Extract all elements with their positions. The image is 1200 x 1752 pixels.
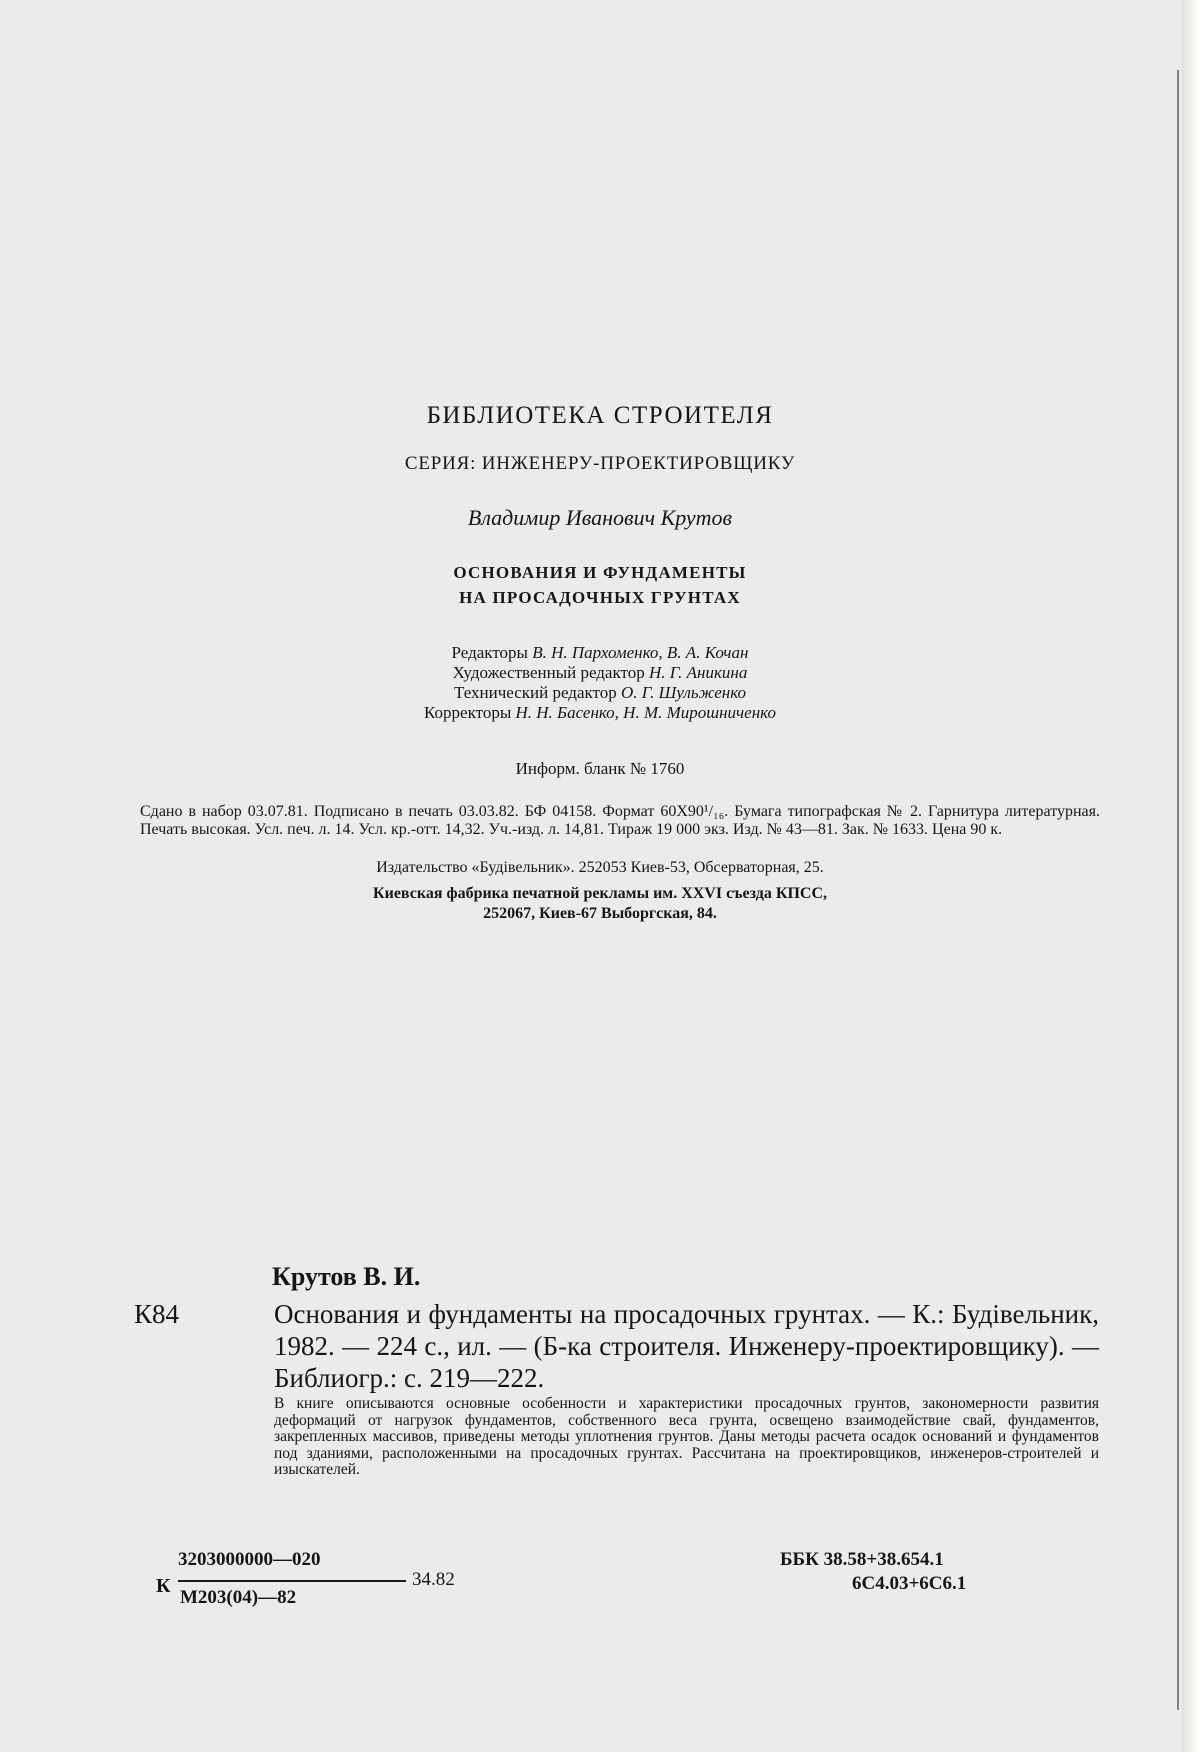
credit-role: Художественный редактор xyxy=(452,663,645,682)
credit-line xyxy=(120,643,1080,663)
credit-names: В. Н. Пархоменко, В. А. Кочан xyxy=(532,643,749,662)
catalog-author: Крутов В. И. xyxy=(272,1262,421,1291)
credit-names: Н. Г. Аникина xyxy=(648,663,748,682)
credit-role: Корректоры xyxy=(424,703,512,722)
credit-line xyxy=(120,703,1080,723)
book-title-line1: ОСНОВАНИЯ И ФУНДАМЕНТЫ xyxy=(453,563,747,582)
catalog-description: Основания и фундаменты на просадочных грунтах. — К.: Будівельник, 1982. — 224 с., ил. — (Б-ка строителя. Инженеру-проектировщику). — Библиогр.: с. 219—222. xyxy=(274,1299,1099,1393)
series-subtitle: СЕРИЯ: ИНЖЕНЕРУ-ПРОЕКТИРОВЩИКУ xyxy=(404,453,796,474)
index-denominator: М203(04)—82 xyxy=(180,1587,297,1608)
credit-role: Редакторы xyxy=(451,643,528,662)
publisher-line: Издательство «Будівельник». 252053 Киев-53, Обсерваторная, 25. xyxy=(376,859,824,876)
index-letter: К xyxy=(156,1575,171,1597)
printer-line1: Киевская фабрика печатной рекламы им. XXVI съезда КПСС, xyxy=(373,885,827,902)
book-title-line2: НА ПРОСАДОЧНЫХ ГРУНТАХ xyxy=(459,588,741,607)
bbk-line2: 6С4.03+6С6.1 xyxy=(852,1573,967,1594)
bbk-line1: ББК 38.58+38.654.1 xyxy=(780,1549,944,1570)
imprint-details: Сдано в набор 03.07.81. Подписано в печать 03.03.82. БФ 04158. Формат 60Х90¹/₁₆. Бумага типографская № 2. Гарнитура литературная. Печать высокая. Усл. печ. л. 14. Усл. кр.-отт. 14,32. Уч.-изд. л. 14,81. Тираж 19 000 экз. Изд. № 43—81. Зак. № 1633. Цена 90 к. xyxy=(140,803,1100,838)
printer-line2: 252067, Киев-67 Выборгская, 84. xyxy=(483,905,717,922)
inform-blank: Информ. бланк № 1760 xyxy=(515,759,685,778)
catalog-code: К84 xyxy=(134,1299,180,1329)
index-price-code: 34.82 xyxy=(412,1569,455,1590)
credits-block xyxy=(120,643,1080,723)
catalog-annotation: В книге описываются основные особенности и характеристики просадочных грунтов, закономерности развития деформаций от нагрузок фундаментов, собственного веса грунта, освещено взаимодействие свай, фундаментов, закрепленных массивов, приведены методы уплотнения грунтов. Даны методы расчета осадок оснований и фундаментов под зданиями, расположенными на просадочных грунтах. Рассчитана на проектировщиков, инженеров-строителей и изыскателей. xyxy=(274,1395,1099,1478)
series-title: БИБЛИОТЕКА СТРОИТЕЛЯ xyxy=(426,402,774,429)
page-binding-line xyxy=(1177,70,1179,1710)
credit-line xyxy=(120,663,1080,683)
credit-names: О. Г. Шульженко xyxy=(621,683,747,702)
index-fraction-line xyxy=(178,1580,406,1582)
credit-names: Н. Н. Басенко, Н. М. Мирошниченко xyxy=(515,703,776,722)
index-numerator: 3203000000—020 xyxy=(178,1549,321,1570)
author-name: Владимир Иванович Крутов xyxy=(467,505,733,530)
credit-role: Технический редактор xyxy=(453,683,617,702)
credit-line xyxy=(120,683,1080,703)
page-edge xyxy=(1182,0,1200,1752)
